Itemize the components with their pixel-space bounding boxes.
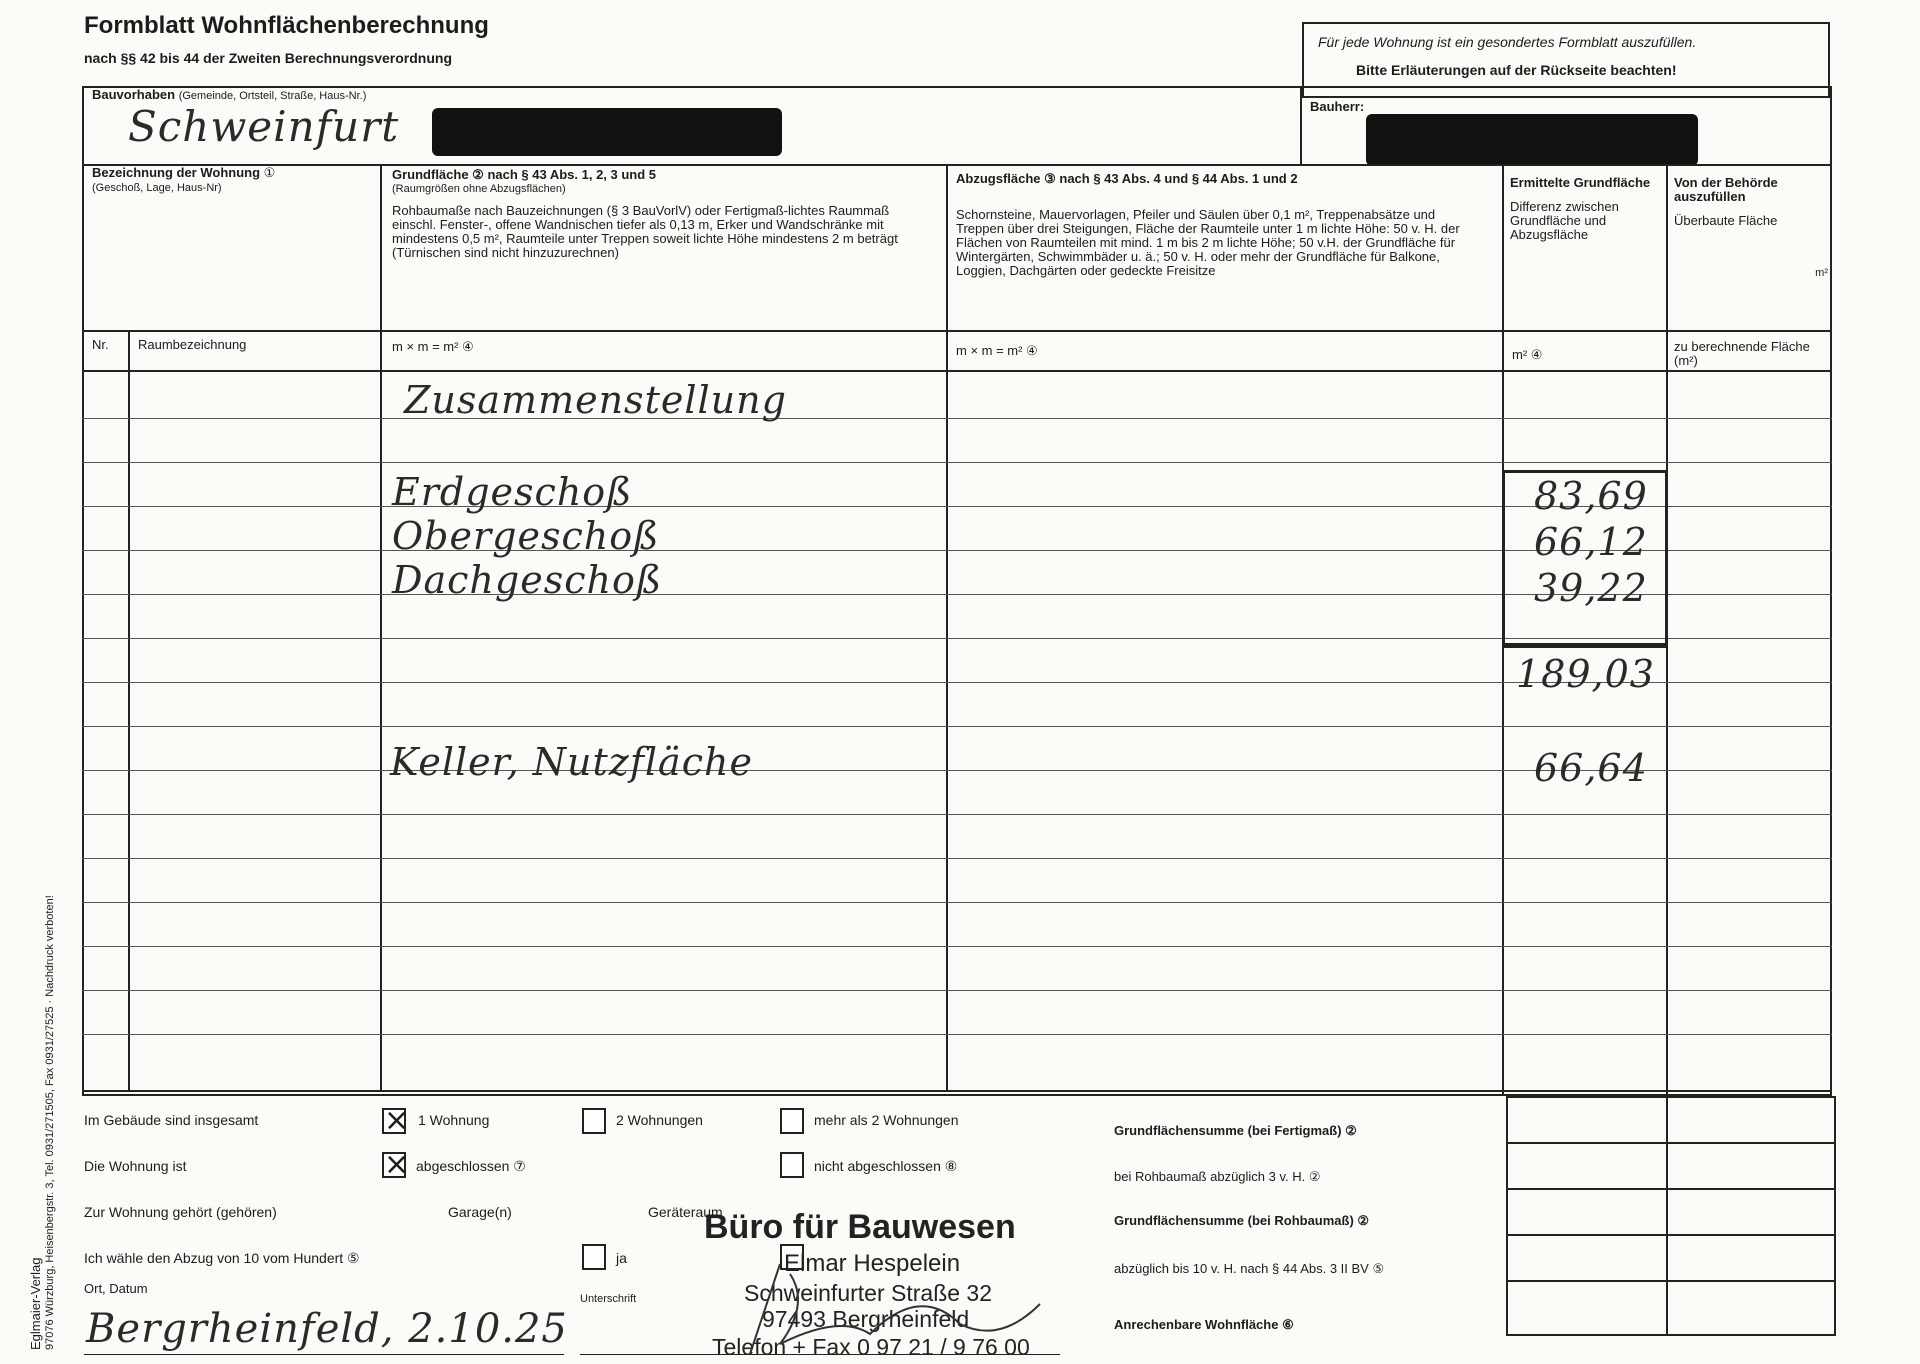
row-summary-label: Zusammenstellung xyxy=(404,378,787,422)
stamp-line-3: Schweinfurter Straße 32 xyxy=(744,1280,993,1306)
stamp-line-1: Büro für Bauwesen xyxy=(704,1208,1016,1246)
row-eg-label: Erdgeschoß xyxy=(392,470,633,514)
project-label-bold: Bauvorhaben xyxy=(92,87,176,102)
room-header: Raumbezeichnung xyxy=(138,337,247,352)
owner-label: Bauherr: xyxy=(1310,99,1365,114)
authority-calc: zu berechnende Fläche (m²) xyxy=(1674,339,1810,368)
table-row-line xyxy=(82,814,1832,815)
place-date-value: Bergrheinfeld, 2.10.25 xyxy=(86,1306,568,1352)
checkbox-2-wohnungen[interactable] xyxy=(582,1108,606,1134)
redacted-address xyxy=(432,108,782,156)
table-bottom-line xyxy=(82,1090,1832,1092)
authority-header-text: Überbaute Fläche xyxy=(1674,213,1778,228)
unit-header xyxy=(92,166,372,195)
rohbau-minus-label: bei Rohbaumaß abzüglich 3 v. H. ② xyxy=(1114,1169,1321,1184)
result-header-text: Differenz zwischen Grundfläche und Abzugsfläche xyxy=(1510,199,1619,242)
ground-header-detail: (Raumgrößen ohne Abzugsflächen) xyxy=(392,183,566,195)
closed-label: Die Wohnung ist xyxy=(84,1158,187,1174)
opt-more-label: mehr als 2 Wohnungen xyxy=(814,1112,959,1128)
ground-header-label: Grundfläche ② nach § 43 Abs. 1, 2, 3 und 5 xyxy=(392,167,657,182)
tool-room-label: Geräteraum xyxy=(648,1204,723,1220)
anrechenbar-label: Anrechenbare Wohnfläche ⑥ xyxy=(1114,1317,1294,1332)
unit-header-label: Bezeichnung der Wohnung xyxy=(92,165,261,180)
publisher-text-2 xyxy=(44,895,56,1350)
sum-fertig-label: Grundflächensumme (bei Fertigmaß) ② xyxy=(1114,1123,1357,1138)
authority-header-label: Von der Behörde auszufüllen xyxy=(1674,175,1778,204)
row-dg-value: 39,22 xyxy=(1534,566,1648,610)
result-header-label: Ermittelte Grundfläche xyxy=(1510,175,1651,190)
publisher-line-1: Eglmaier-Verlag xyxy=(28,1257,43,1350)
table-row-line xyxy=(82,990,1832,991)
formula-ground: m × m = m² ④ xyxy=(392,339,474,354)
sum-box xyxy=(1502,470,1668,646)
formula-deduct: m × m = m² ④ xyxy=(956,343,1038,358)
table-row-line xyxy=(82,946,1832,947)
deduct-header xyxy=(956,172,1486,278)
row-keller-value: 66,64 xyxy=(1534,746,1648,790)
instruction-line-1: Für jede Wohnung ist ein gesondertes Formblatt auszufüllen. xyxy=(1318,34,1697,50)
instruction-line-2: Bitte Erläuterungen auf der Rückseite beachten! xyxy=(1356,62,1677,78)
table-row-line xyxy=(82,462,1832,463)
publisher-text xyxy=(28,1258,43,1351)
table-row-line xyxy=(82,726,1832,727)
project-value: Schweinfurt xyxy=(128,102,400,151)
deduct-header-label: Abzugsfläche ③ nach § 43 Abs. 4 und § 44 Abs. 1 und 2 xyxy=(956,171,1298,186)
signature-label: Unterschrift xyxy=(580,1293,637,1305)
deduction-label: Ich wähle den Abzug von 10 vom Hundert ⑤ xyxy=(84,1250,360,1266)
authority-unit: m² xyxy=(1815,267,1828,279)
unit-header-num: ① xyxy=(263,165,276,180)
checkbox-more-wohnungen[interactable] xyxy=(780,1108,804,1134)
result-header xyxy=(1510,176,1660,242)
not-closed-text: nicht abgeschlossen ⑧ xyxy=(814,1158,958,1174)
table-row-line xyxy=(82,858,1832,859)
row-total-value: 189,03 xyxy=(1516,652,1655,696)
stamp-line-4: 97493 Bergrheinfeld xyxy=(762,1306,970,1332)
opt-2-label: 2 Wohnungen xyxy=(616,1112,703,1128)
ground-header xyxy=(392,168,932,260)
row-og-value: 66,12 xyxy=(1534,520,1648,564)
checkbox-closed[interactable]: × xyxy=(384,1147,410,1182)
form-title: Formblatt Wohnflächenberechnung xyxy=(84,12,489,39)
unit-header-detail: (Geschoß, Lage, Haus-Nr) xyxy=(92,182,222,194)
row-eg-value: 83,69 xyxy=(1534,474,1648,518)
ja-label: ja xyxy=(616,1250,627,1266)
units-label: Im Gebäude sind insgesamt xyxy=(84,1112,259,1128)
opt-1-label: 1 Wohnung xyxy=(418,1112,490,1128)
row-keller-label: Keller, Nutzfläche xyxy=(390,740,753,784)
publisher-line-2: 97076 Würzburg, Heisenbergstr. 3, Tel. 0931/271505, Fax 0931/27525 · Nachdruck verboten! xyxy=(44,895,56,1350)
form-subtitle: nach §§ 42 bis 44 der Zweiten Berechnungsverordnung xyxy=(84,50,452,66)
checkbox-not-closed[interactable] xyxy=(780,1152,804,1178)
result-unit: m² ④ xyxy=(1512,347,1543,362)
table-row-line xyxy=(82,1034,1832,1035)
table-row-line xyxy=(82,902,1832,903)
deduct-header-text: Schornsteine, Mauervorlagen, Pfeiler und Säulen über 0,1 m², Treppenabsätze und Treppen über drei Steigungen, Fläche der Raumteile unter 1 m lichte Höhe: 50 v. H. der Flächen von Raumteilen mit mind. 1 m bis 2 m lichte Höhe; 50 v.H. der Grundfläche für Wintergärten, Schwimmbäder u. ä.; 50 v. H. oder mehr der Grundfläche für Balkone, Loggien, Dachgärten oder gedeckte Freisitze xyxy=(956,207,1460,278)
project-label xyxy=(92,88,366,103)
project-label-detail: (Gemeinde, Ortsteil, Straße, Haus-Nr.) xyxy=(178,90,367,102)
table-row-line xyxy=(82,418,1832,419)
checkbox-ja[interactable] xyxy=(582,1244,606,1270)
row-dg-label: Dachgeschoß xyxy=(392,558,663,602)
checkbox-1-wohnung[interactable]: × xyxy=(384,1103,410,1138)
sum-rohbau-label: Grundflächensumme (bei Rohbaumaß) ② xyxy=(1114,1213,1370,1228)
minus-10-label: abzüglich bis 10 v. H. nach § 44 Abs. 3 II BV ⑤ xyxy=(1114,1261,1385,1276)
summary-box xyxy=(1506,1096,1836,1336)
closed-text: abgeschlossen ⑦ xyxy=(416,1158,526,1174)
ground-header-text: Rohbaumaße nach Bauzeichnungen (§ 3 BauVorlV) oder Fertigmaß-lichtes Raummaß einschl. Fenster-, offene Wandnischen tiefer als 0,13 m, Erker und Wandschränke mit mindestens 0,5 m², Raumteile unter Treppen soweit lichte Höhe mindestens 2 m beträgt (Türnischen sind nicht hinzuzurechnen) xyxy=(392,203,898,260)
redacted-owner xyxy=(1366,114,1698,166)
place-date-label: Ort, Datum xyxy=(84,1281,148,1296)
belongs-label: Zur Wohnung gehört (gehören) xyxy=(84,1204,277,1220)
stamp-line-2: Elmar Hespelein xyxy=(784,1250,961,1277)
stamp-line-5: Telefon + Fax 0 97 21 / 9 76 00 xyxy=(712,1334,1030,1360)
authority-header xyxy=(1674,176,1828,280)
signature-scribble xyxy=(720,1244,1080,1364)
garage-label: Garage(n) xyxy=(448,1204,512,1220)
nr-header: Nr. xyxy=(92,337,109,352)
row-og-label: Obergeschoß xyxy=(392,514,660,558)
